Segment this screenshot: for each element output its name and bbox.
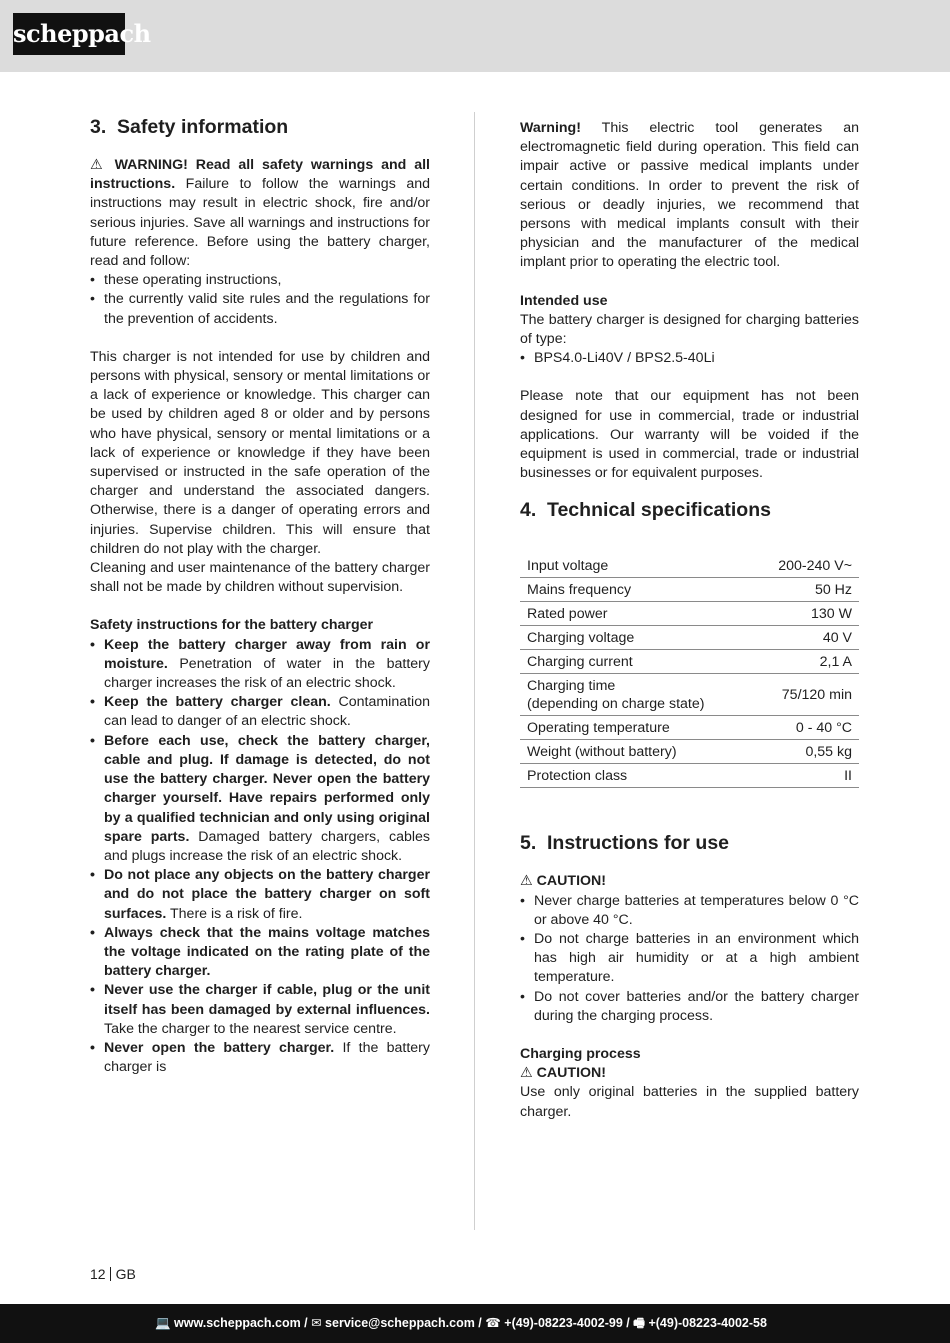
spec-label: Weight (without battery) (520, 740, 752, 764)
section-number: 5. (520, 832, 537, 855)
spec-value: II (752, 764, 859, 788)
children-paragraph: This charger is not intended for use by children and persons with physical, sensory or mental limitations or a lack of experience or knowledge. This charger can be used by children aged 8 or older and by persons who have physical, sensory or mental limitations or a lack of experience or knowledge if they have been supervised or instructed in the safe operation of the charger and understand the associated dangers. Otherwise, there is a danger of operating errors and injuries. Supervise children. This will ensure that children do not play with the charger. (90, 348, 430, 557)
item-text: There is a risk of fire. (166, 905, 303, 922)
spec-label-line: Charging time (527, 678, 616, 695)
item-text: If the battery charger is (104, 1039, 430, 1076)
item-text: Contamination can lead to danger of an electric shock. (104, 694, 430, 730)
page-number: 12 (90, 1266, 106, 1282)
spec-value: 0,55 kg (752, 740, 859, 764)
page-number-footer (90, 1265, 136, 1283)
list-item (90, 693, 430, 731)
spec-label: Operating temperature (520, 716, 752, 740)
list-item: • BPS4.0-Li40V / BPS2.5-40Li (520, 349, 859, 368)
list-item (90, 981, 430, 1039)
header-bar (0, 0, 950, 72)
item-bold: Do not place any objects on the battery charger and do not place the battery charger on soft surfaces. (104, 867, 430, 922)
table-row (520, 650, 859, 674)
section-5-heading (520, 828, 859, 858)
item-bold: Never use the charger if cable, plug or the unit itself has been damaged by external influences. (104, 982, 430, 1018)
item-text: Take the charger to the nearest service centre. (104, 1020, 397, 1037)
section-4-heading (520, 495, 859, 525)
charging-process-text: Use only original batteries in the supplied battery charger. (520, 1084, 859, 1120)
item-bold: Keep the battery charger away from rain or moisture. (104, 636, 430, 672)
contact-bar (0, 1304, 950, 1343)
item-bold: Never open the battery charger. (104, 1039, 335, 1056)
list-item (90, 924, 430, 982)
table-row (520, 674, 859, 716)
section-title: Technical specifications (547, 499, 771, 522)
charging-process-heading: Charging process (520, 1046, 641, 1063)
spec-label: Rated power (520, 602, 752, 626)
safety-warning-paragraph (90, 156, 430, 271)
spec-label: Protection class (520, 764, 752, 788)
item-text: Damaged battery chargers, cables and plugs increase the risk of an electric shock. (104, 828, 430, 864)
section-title: Safety information (117, 116, 289, 138)
warning-text: Failure to follow the warnings and instructions may result in electric shock, fire and/or serious injuries. Save all warnings and instructions for future reference. Before using the battery charger, read and follow: (90, 176, 430, 270)
list-item: • Do not charge batteries in an environment which has high air humidity or at a high ambient temperature. (520, 930, 859, 988)
spec-value: 50 Hz (752, 578, 859, 602)
spec-label: Input voltage (520, 555, 752, 578)
item-bold: Before each use, check the battery charger, cable and plug. If damage is detected, do not use the battery charger. Never open the battery charger yourself. Have repairs performed only by a qualified technician and only using original spare parts. (104, 732, 430, 845)
brand-logo: scheppach (13, 13, 125, 55)
list-item (90, 866, 430, 924)
follow-list (90, 271, 430, 329)
charger-safety-list (90, 636, 430, 1078)
spec-label: Mains frequency (520, 578, 752, 602)
right-column (520, 112, 859, 1122)
left-column (90, 112, 430, 1077)
emf-warning-lead: Warning! (520, 120, 581, 136)
table-row (520, 578, 859, 602)
intended-use-text: The battery charger is designed for charging batteries of type: (520, 311, 859, 348)
intended-use-heading: Intended use (520, 292, 608, 309)
emf-warning-text: This electric tool generates an electromagnetic field during operation. This field can impair active or passive medical implants under certain conditions. In order to prevent the risk of serious or deadly injuries, we recommend that persons with medical implants consult with their physician and the manufacturer of the medical implant prior to operating the electric tool. (520, 120, 859, 271)
charging-caution-label: ⚠ CAUTION! (520, 1065, 607, 1082)
caution-label: ⚠ CAUTION! (520, 873, 607, 890)
battery-type-list (520, 349, 859, 368)
spec-value: 2,1 A (752, 650, 859, 674)
spec-label: Charging voltage (520, 626, 752, 650)
spec-value: 200-240 V~ (752, 555, 859, 578)
section-3-heading (90, 112, 430, 142)
table-row (520, 716, 859, 740)
list-item: • Never charge batteries at temperatures below 0 °C or above 40 °C. (520, 892, 859, 930)
caution-list (520, 892, 859, 1026)
table-row (520, 555, 859, 578)
warning-lead: ⚠ WARNING! Read all safety warnings and all instructions. (90, 157, 430, 193)
contact-line: 💻 www.scheppach.com / ✉ service@scheppach.com / ☎ +(49)-08223-4002-99 / 🖷 +(49)-08223-4002-58 (155, 1316, 767, 1330)
spec-label: Charging current (520, 650, 752, 674)
section-number: 3. (90, 116, 107, 138)
spec-label (520, 674, 752, 716)
list-item: • the currently valid site rules and the regulations for the prevention of accidents. (90, 290, 430, 328)
emf-warning-paragraph (520, 119, 859, 273)
item-bold: Always check that the mains voltage matches the voltage indicated on the rating plate of the battery charger. (104, 924, 430, 980)
spec-value: 75/120 min (752, 674, 859, 716)
spec-value: 0 - 40 °C (752, 716, 859, 740)
table-row (520, 602, 859, 626)
list-item: • Do not cover batteries and/or the battery charger during the charging process. (520, 988, 859, 1026)
section-title: Instructions for use (547, 832, 730, 855)
table-row (520, 740, 859, 764)
list-item: • these operating instructions, (90, 271, 430, 290)
item-bold: Keep the battery charger clean. (104, 694, 331, 711)
charger-safety-heading: Safety instructions for the battery charger (90, 617, 374, 634)
spec-label-line: (depending on charge state) (527, 696, 705, 713)
table-row (520, 626, 859, 650)
spec-table (520, 555, 859, 788)
language-code: GB (115, 1266, 136, 1282)
table-row (520, 764, 859, 788)
list-item (90, 636, 430, 694)
column-divider (474, 112, 475, 1230)
separator (110, 1267, 111, 1281)
spec-value: 130 W (752, 602, 859, 626)
list-item (90, 732, 430, 866)
intended-use-note: Please note that our equipment has not been designed for use in commercial, trade or industrial applications. Our warranty will be voided if the equipment is used in commercial, trade or industrial businesses or for equivalent purposes. (520, 388, 859, 482)
list-item (90, 1039, 430, 1077)
item-text: Penetration of water in the battery charger increases the risk of an electric shock. (104, 655, 430, 692)
cleaning-paragraph: Cleaning and user maintenance of the battery charger shall not be made by children without supervision. (90, 560, 430, 596)
section-number: 4. (520, 499, 537, 522)
spec-value: 40 V (752, 626, 859, 650)
